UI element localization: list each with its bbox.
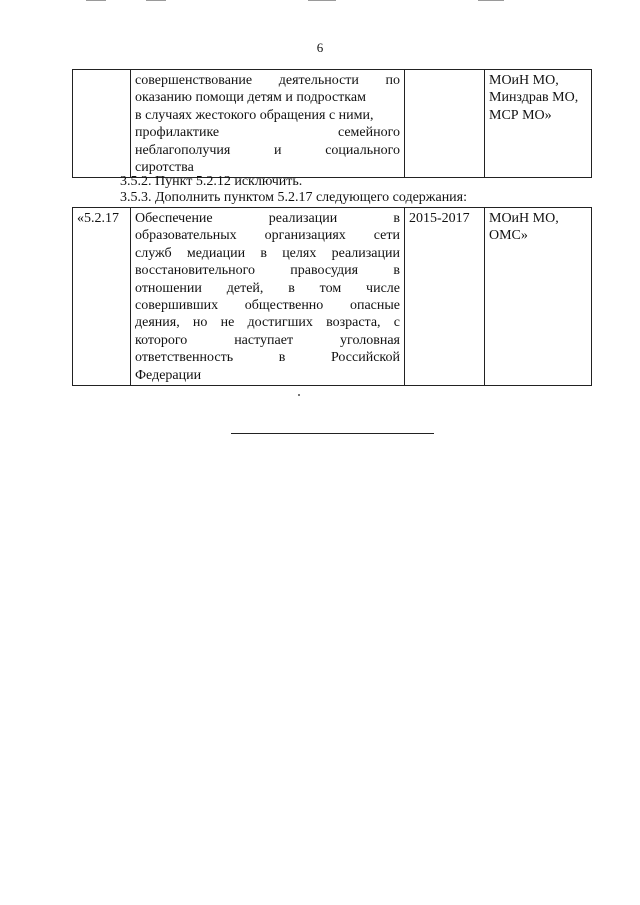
measure-text-cell [131, 208, 405, 386]
plan-table-continued [72, 69, 592, 178]
measure-text-line: которого наступает уголовная [135, 332, 400, 348]
measure-text-line: деяния, но не достигших возраста, с [135, 315, 400, 331]
paragraph-3-5-3: 3.5.3. Дополнить пунктом 5.2.17 следующего содержания: [120, 190, 468, 205]
item-number-cell: «5.2.17 [73, 208, 131, 386]
measure-text-line: неблагополучия и социального [135, 142, 400, 158]
scan-mark [86, 0, 106, 1]
document-end-rule [231, 433, 434, 434]
scan-mark [478, 0, 504, 1]
plan-table-new-item [72, 207, 592, 386]
executors-cell [485, 208, 592, 386]
table-row [73, 70, 592, 178]
measure-text-line: профилактике семейного [135, 125, 400, 141]
measure-text-line: отношении детей, в том числе [135, 280, 400, 296]
measure-text-line: ответственность в Российской [135, 350, 400, 366]
executor-line: МСР МО» [489, 107, 552, 123]
measure-text-line: оказанию помощи детям и подросткам [135, 90, 366, 106]
measure-text-line: образовательных организациях сети [135, 228, 400, 244]
measure-text-line: восстановительного правосудия в [135, 263, 400, 279]
measure-text-line: в случаях жестокого обращения с ними, [135, 107, 374, 123]
measure-text-line: служб медиации в целях реализации [135, 245, 400, 261]
executor-line: ОМС» [489, 228, 528, 244]
measure-text-line: Федерации [135, 367, 202, 383]
measure-text-line: Обеспечение реализации в [135, 211, 400, 226]
measure-text-cell [131, 70, 405, 178]
executor-line: Минздрав МО, [489, 90, 579, 106]
period-cell: 2015-2017 [405, 208, 485, 386]
scan-speck [298, 394, 300, 396]
item-number-cell [73, 70, 131, 178]
executor-line: МОиН МО, [489, 73, 559, 88]
page-number: 6 [316, 40, 324, 55]
executor-line: МОиН МО, [489, 211, 559, 226]
measure-text-line: совершенствование деятельности по [135, 73, 400, 88]
table-row [73, 208, 592, 386]
executors-cell [485, 70, 592, 178]
measure-text-line: сиротства [135, 160, 194, 176]
scan-mark [146, 0, 166, 1]
measure-text-line: совершивших общественно опасные [135, 298, 400, 314]
period-cell [405, 70, 485, 178]
scan-mark [308, 0, 336, 1]
paragraph-3-5-2: 3.5.2. Пункт 5.2.12 исключить. [120, 174, 303, 189]
